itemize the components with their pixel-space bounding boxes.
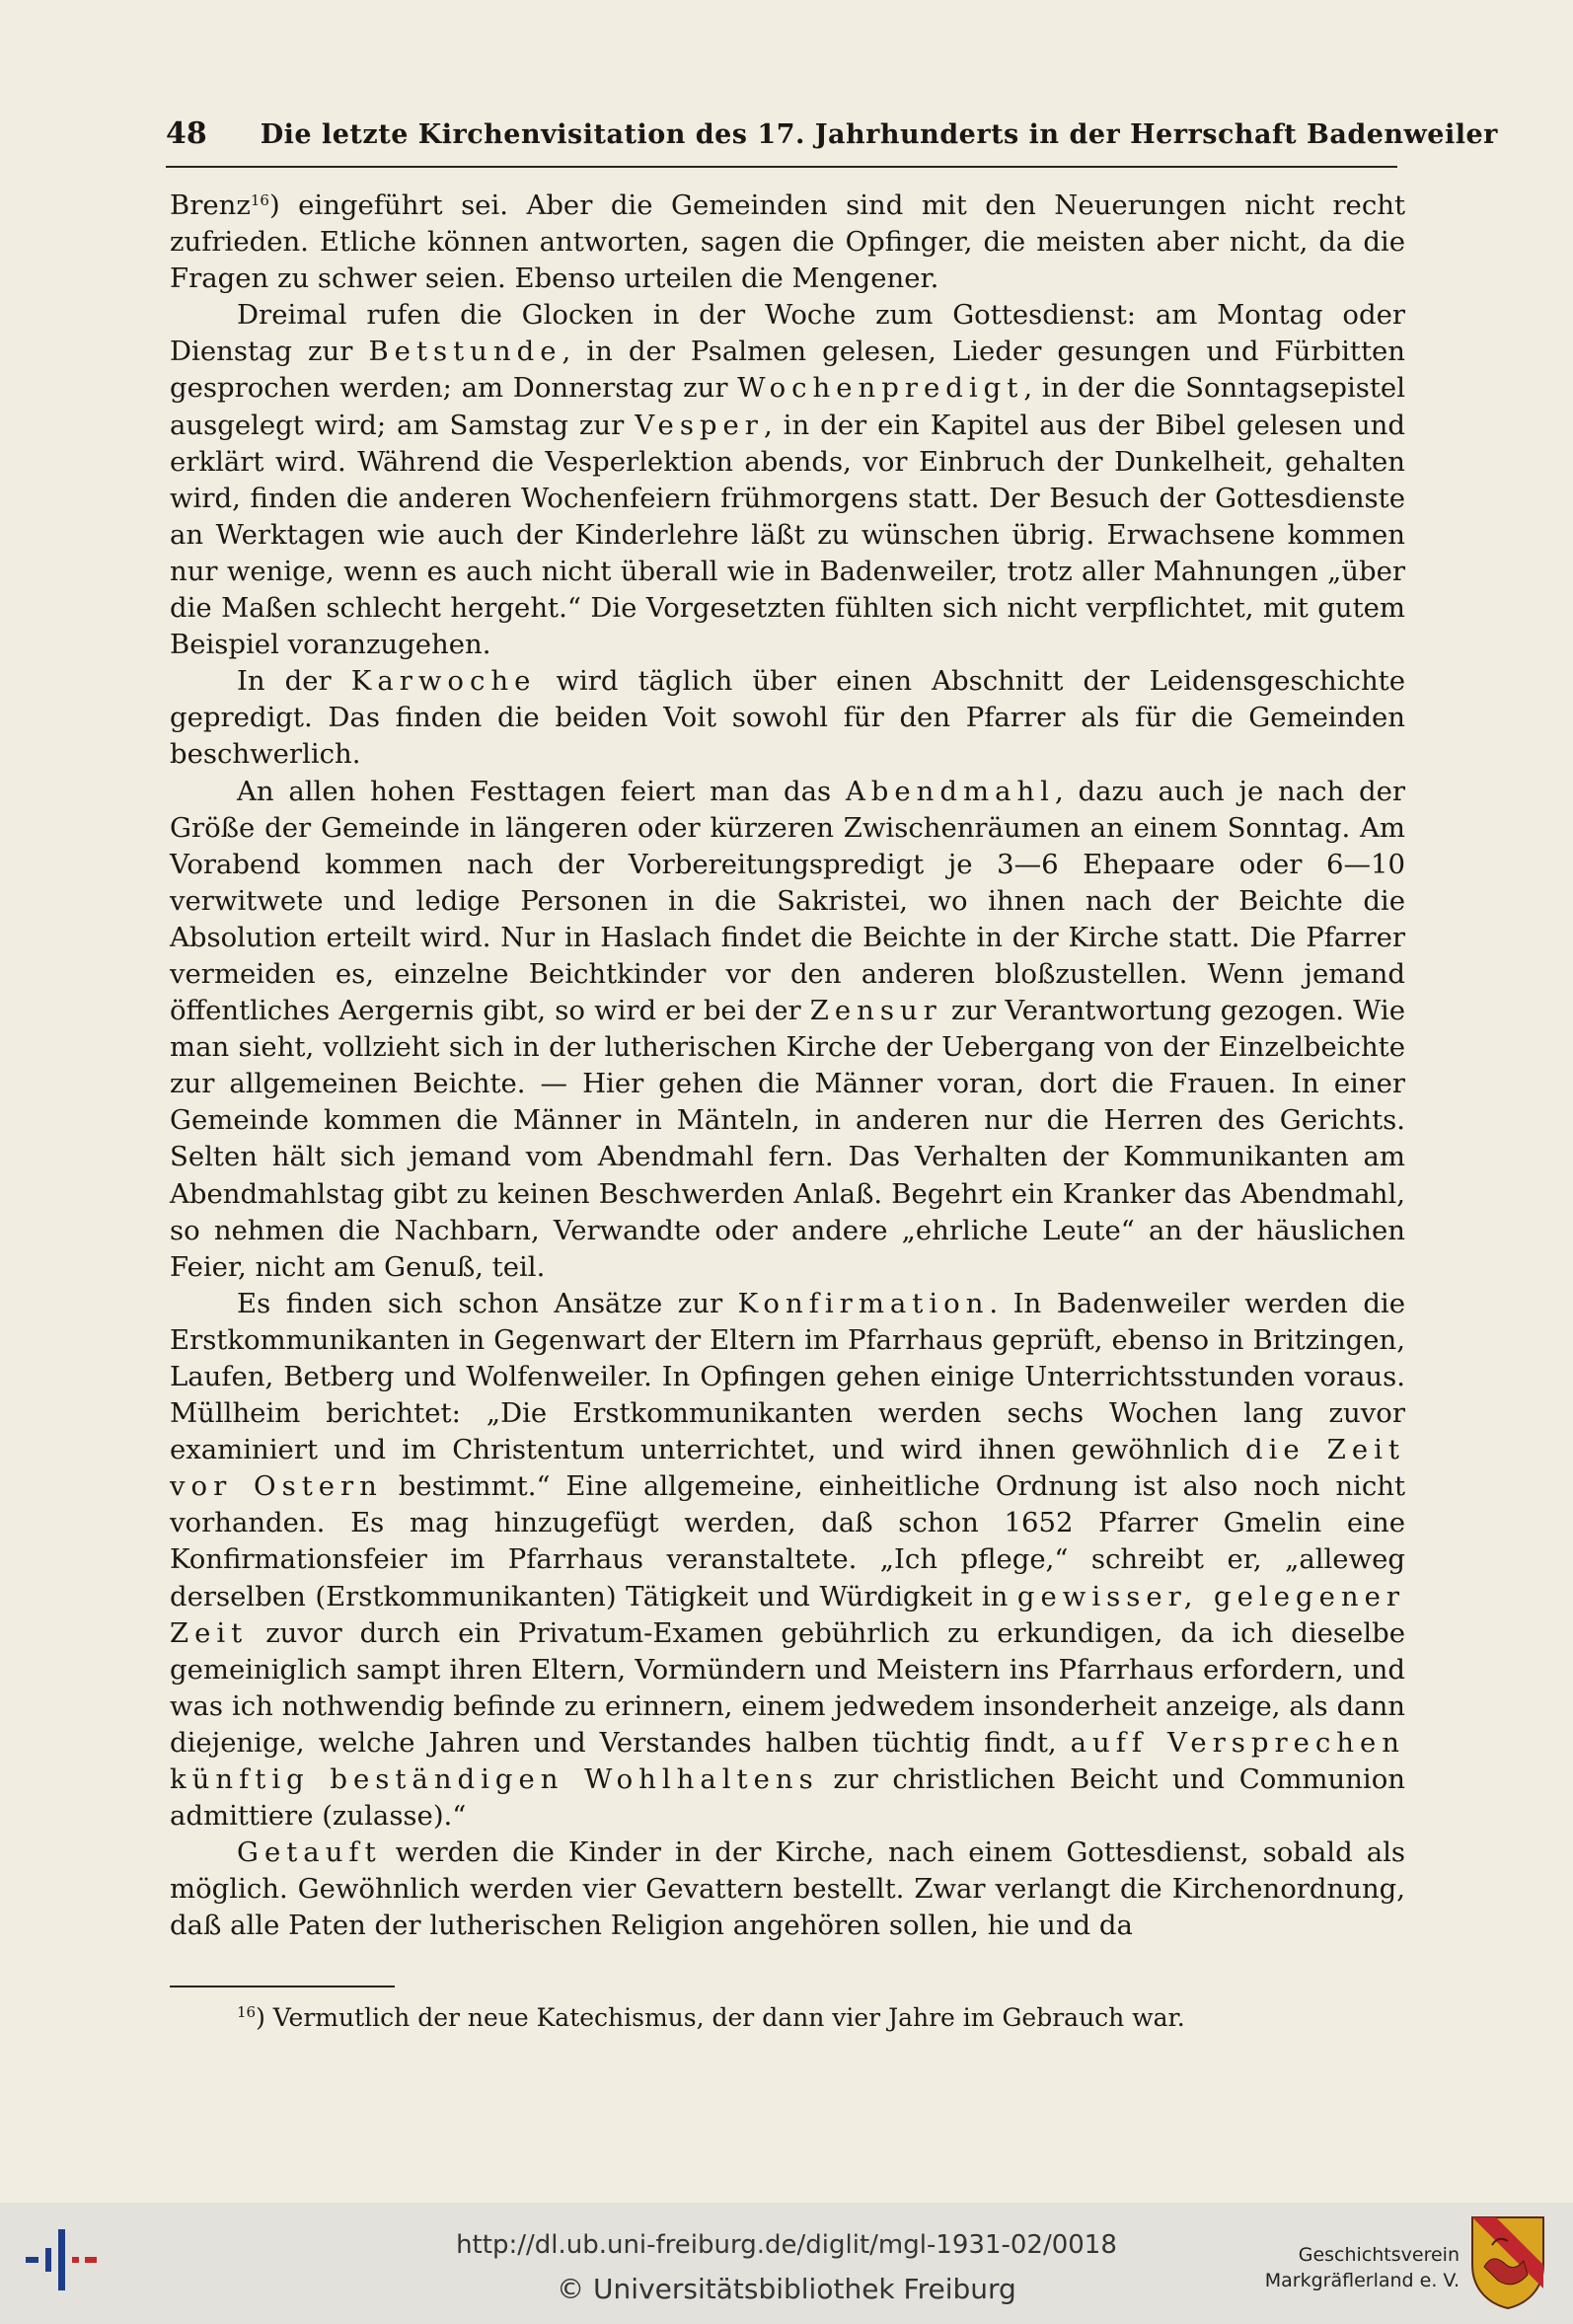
text-run: bestimmt.“ Eine allgemeine, einheitliche Ordnung ist also noch nicht vorhanden. Es mag hinzugefügt werden, daß schon 1652 Pfarrer Gmelin eine Konfirmationsfeier im Pfarrhaus veranstaltete. „Ich pflege,“ schreibt er, „alleweg derselben (Erstkommunikanten) Tätigkeit und Würdigkeit in: [170, 1470, 1405, 1612]
footnote: [237, 2001, 1405, 2035]
text-run: , in der die Sonntagsepistel ausgelegt wird; am Samstag zur: [170, 372, 1405, 441]
text-run: , in der ein Kapitel aus der Bibel gelesen und erklärt wird. Während die Vesperlektion abends, vor Einbruch der Dunkelheit, gehalten wird, finden die anderen Wochenfeiern frühmorgens statt. Der Besuch der Gottesdienste an Werktagen wie auch der Kinderlehre läßt zu wünschen übrig. Erwachsene kommen nur wenige, wenn es auch nicht überall wie in Badenweiler, trotz aller Mahnungen „über die Maßen schlecht hergeht.“ Die Vorgesetzten fühlten sich nicht verpflichtet, mit gutem Beispiel voranzugehen.: [170, 409, 1405, 661]
paragraph: [170, 1835, 1405, 1944]
text-run: Es finden sich schon Ansätze zur: [237, 1287, 738, 1319]
spaced-emphasis: Abendmahl: [845, 775, 1055, 807]
spaced-emphasis: Vesper: [635, 409, 764, 441]
text-run: Brenz: [170, 189, 251, 221]
spaced-emphasis: Karwoche: [350, 665, 537, 698]
society-line-1: Geschichtsverein: [1298, 2244, 1460, 2266]
spaced-emphasis: Konfirmation: [737, 1287, 990, 1319]
body-text: [170, 187, 1405, 1945]
text-run: zur Verantwortung gezogen. Wie man sieht, vollzieht sich in der lutherischen Kirche der Uebergang von der Einzelbeichte zur allgemeinen Beichte. — Hier gehen die Männer voran, dort die Frauen. In einer Gemeinde kommen die Männer in Mänteln, in anderen nur die Herren des Gerichts. Selten hält sich jemand vom Abendmahl fern. Das Verhalten der Kommunikanten am Abendmahlstag gibt zu keinen Beschwerden Anlaß. Begehrt ein Kranker das Abendmahl, so nehmen die Nachbarn, Verwandte oder andere „ehrliche Leute“ an der häuslichen Feier, nicht am Genuß, teil.: [170, 995, 1405, 1283]
spaced-emphasis: Betstunde: [368, 336, 562, 368]
text-run: zuvor durch ein Privatum-Examen gebührlich zu erkundigen, da ich dieselbe gemeiniglich sampt ihren Eltern, Vormündern und Meistern ins Pfarrhaus erfordern, und was ich nothwendig befinde zu erinnern, einem jedwedem insonderheit anzeige, als dann diejenige, welche Jahren und Verstandes halben tüchtig findt,: [170, 1616, 1405, 1759]
page-number: 48: [166, 116, 207, 151]
spaced-emphasis: Wochenpredigt: [737, 372, 1024, 405]
spaced-emphasis: die Zeit vor Ostern: [170, 1434, 1405, 1503]
text-run: , in der Psalmen gelesen, Lieder gesungen und Fürbitten gesprochen werden; am Donnerstag zur: [170, 336, 1405, 405]
spaced-emphasis: auff Versprechen künftig beständigen Wohlhaltens: [170, 1726, 1405, 1796]
coat-of-arms-icon: [1470, 2215, 1545, 2310]
footnote-text: ) Vermutlich der neue Katechismus, der dann vier Jahre im Gebrauch war.: [256, 2003, 1185, 2032]
spaced-emphasis: gewisser, gelegener Zeit: [170, 1580, 1405, 1649]
text-run: zur christlichen Beicht und Communion admittiere (zulasse).“: [170, 1763, 1405, 1833]
paragraph: [170, 774, 1405, 1286]
running-title: Die letzte Kirchenvisitation des 17. Jahrhunderts in der Herrschaft Badenweiler: [260, 119, 1498, 150]
paragraph: [170, 297, 1405, 663]
spaced-emphasis: Zensur: [809, 995, 942, 1027]
text-run: Dreimal rufen die Glocken in der Woche zum Gottesdienst: am Montag oder Dienstag zur: [170, 299, 1405, 368]
text-run: An allen hohen Festtagen feiert man das: [237, 775, 846, 807]
text-run: . In Badenweiler werden die Erstkommunikanten in Gegenwart der Eltern im Pfarrhaus geprüft, ebenso in Britzingen, Laufen, Betberg und Wolfenweiler. In Opfingen gehen einige Unterrichtsstunden voraus. Müllheim berichtet: „Die Erstkommunikanten werden sechs Wochen lang zuvor examiniert und im Christentum unterrichtet, und wird ihnen gewöhnlich: [170, 1287, 1405, 1466]
footnote-rule: [170, 1986, 395, 1987]
text-run: wird täglich über einen Abschnitt der Leidensgeschichte gepredigt. Das finden die beiden Voit sowohl für den Pfarrer als für die Gemeinden beschwerlich.: [170, 665, 1405, 771]
page-header: [166, 116, 1498, 168]
paragraph: [170, 187, 1405, 297]
text-run: ) eingeführt sei. Aber die Gemeinden sind mit den Neuerungen nicht recht zufrieden. Etliche können antworten, sagen die Opfinger, die meisten aber nicht, da die Fragen zu schwer seien. Ebenso urteilen die Mengener.: [170, 189, 1405, 295]
footnote-ref: 16: [250, 191, 269, 209]
society-name: [1265, 2242, 1460, 2293]
society-line-2: Markgräflerland e. V.: [1264, 2270, 1460, 2291]
paragraph: [170, 1286, 1405, 1835]
permalink[interactable]: http://dl.ub.uni-freiburg.de/diglit/mgl-1931-02/0018: [456, 2230, 1117, 2260]
text-run: , dazu auch je nach der Größe der Gemeinde in längeren oder kürzeren Zwischenräumen an einem Sonntag. Am Vorabend kommen nach der Vorbereitungspredigt je 3—6 Ehepaare oder 6—10 verwitwete und ledige Personen in die Sakristei, wo ihnen nach der Beichte die Absolution erteilt wird. Nur in Haslach findet die Beichte in der Kirche statt. Die Pfarrer vermeiden es, einzelne Beichtkinder vor den anderen bloßzustellen. Wenn jemand öffentliches Aergernis gibt, so wird er bei der: [170, 775, 1405, 1027]
spaced-emphasis: Getauft: [237, 1837, 382, 1869]
footnote-number: 16: [237, 2003, 257, 2021]
paragraph: [170, 663, 1405, 773]
text-run: In der: [237, 665, 351, 698]
text-run: werden die Kinder in der Kirche, nach einem Gottesdienst, sobald als möglich. Gewöhnlich werden vier Gevattern bestellt. Zwar verlangt die Kirchenordnung, daß alle Paten der lutherischen Religion angehören sollen, hie und da: [170, 1837, 1405, 1942]
copyright-notice: © Universitätsbibliothek Freiburg: [557, 2273, 1016, 2305]
